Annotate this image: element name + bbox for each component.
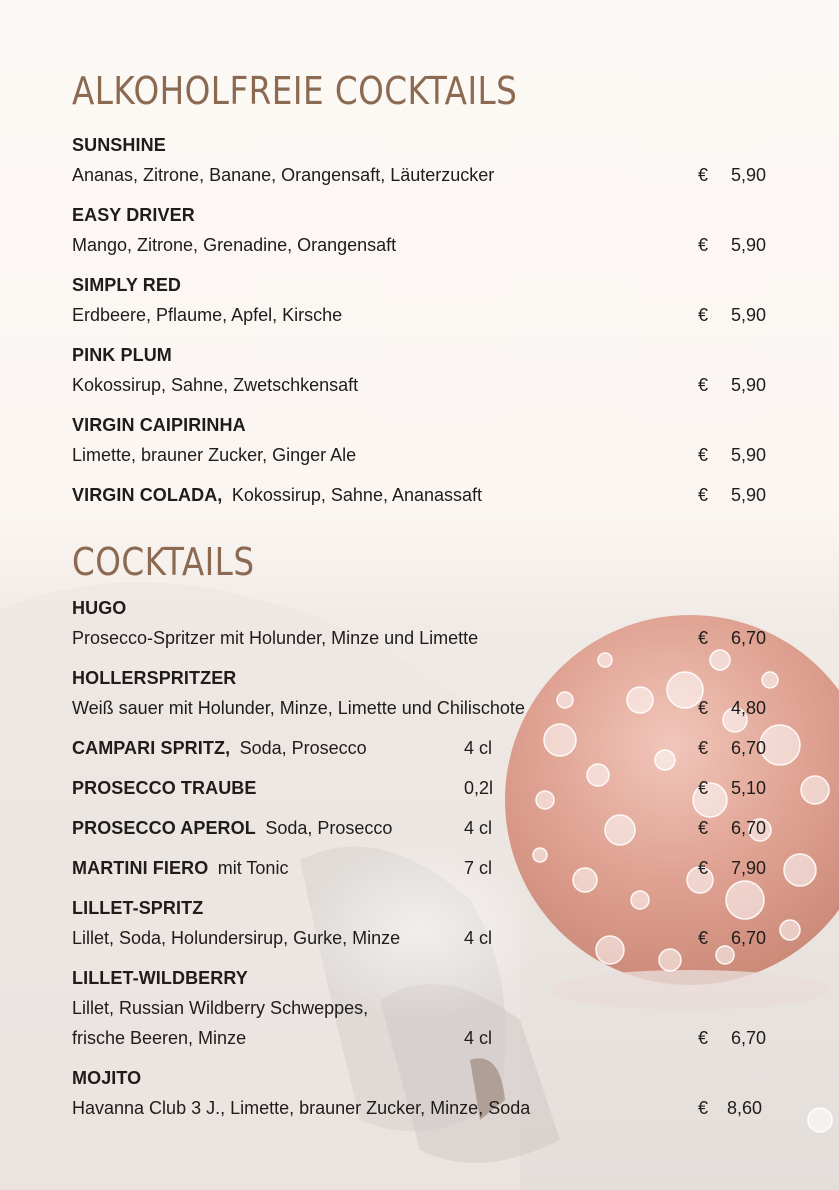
- item-name: VIRGIN CAIPIRINHA: [72, 415, 246, 435]
- item-description: Erdbeere, Pflaume, Apfel, Kirsche: [72, 305, 343, 325]
- item-description: Limette, brauner Zucker, Ginger Ale: [72, 445, 357, 465]
- item-name: LILLET-WILDBERRY: [72, 968, 248, 988]
- item-name: SIMPLY RED: [72, 275, 182, 295]
- menu-item-lillet-spritz: [72, 893, 772, 953]
- currency-symbol: €: [698, 858, 709, 878]
- section-title-alcohol-free: ALKOHOLFREIE COCKTAILS: [72, 69, 518, 113]
- currency-symbol: €: [698, 445, 709, 465]
- item-price: 5,90: [730, 305, 766, 325]
- menu-item-sunshine: [72, 130, 772, 190]
- item-price: 5,90: [730, 485, 766, 505]
- item-name: PROSECCO TRAUBE: [72, 778, 257, 798]
- item-price: 6,70: [730, 1028, 766, 1048]
- currency-symbol: €: [698, 738, 709, 758]
- menu-item-campari-spritz: [72, 733, 772, 763]
- item-name: MARTINI FIERO: [72, 858, 209, 878]
- item-price: 4,80: [730, 698, 766, 718]
- item-price: 6,70: [730, 738, 766, 758]
- menu-item-hugo: [72, 593, 772, 653]
- currency-symbol: €: [698, 628, 709, 648]
- item-description: Ananas, Zitrone, Banane, Orangensaft, Läuterzucker: [72, 165, 495, 185]
- item-price: 6,70: [730, 928, 766, 948]
- menu-item-simply-red: [72, 270, 772, 330]
- menu-item-virgin-caipirinha: [72, 410, 772, 470]
- item-description-continued: frische Beeren, Minze: [72, 1028, 247, 1048]
- item-description: Weiß sauer mit Holunder, Minze, Limette und Chilischote: [72, 698, 525, 718]
- menu-item-martini-fiero: [72, 853, 772, 883]
- currency-symbol: €: [698, 928, 709, 948]
- item-price: 5,10: [730, 778, 766, 798]
- item-price: 8,60: [726, 1098, 762, 1118]
- item-name: HUGO: [72, 598, 127, 618]
- item-name: EASY DRIVER: [72, 205, 195, 225]
- currency-symbol: €: [698, 1098, 709, 1118]
- menu-item-pink-plum: [72, 340, 772, 400]
- item-name: LILLET-SPRITZ: [72, 898, 204, 918]
- currency-symbol: €: [698, 485, 709, 505]
- currency-symbol: €: [698, 235, 709, 255]
- item-description: Prosecco-Spritzer mit Holunder, Minze und Limette: [72, 628, 479, 648]
- item-volume: 4 cl: [464, 818, 493, 838]
- item-name: HOLLERSPRITZER: [72, 668, 237, 688]
- item-name: CAMPARI SPRITZ,: [72, 738, 231, 758]
- item-name: PINK PLUM: [72, 345, 172, 365]
- item-price: 5,90: [730, 165, 766, 185]
- menu-item-hollerspritzer: [72, 663, 772, 723]
- menu-item-easy-driver: [72, 200, 772, 260]
- item-name: SUNSHINE: [72, 135, 166, 155]
- menu-item-lillet-wildberry: [72, 963, 772, 1053]
- currency-symbol: €: [698, 818, 709, 838]
- item-price: 6,70: [730, 628, 766, 648]
- item-description: mit Tonic: [217, 858, 289, 878]
- item-price: 6,70: [730, 818, 766, 838]
- item-price: 5,90: [730, 375, 766, 395]
- item-price: 7,90: [730, 858, 766, 878]
- item-description: Havanna Club 3 J., Limette, brauner Zucker, Minze, Soda: [72, 1098, 531, 1118]
- currency-symbol: €: [698, 375, 709, 395]
- currency-symbol: €: [698, 165, 709, 185]
- menu-item-mojito: [72, 1063, 772, 1123]
- currency-symbol: €: [698, 698, 709, 718]
- item-name: MOJITO: [72, 1068, 142, 1088]
- item-description: Lillet, Russian Wildberry Schweppes,: [72, 998, 369, 1018]
- menu-item-virgin-colada: [72, 480, 772, 510]
- currency-symbol: €: [698, 305, 709, 325]
- item-name: VIRGIN COLADA,: [72, 485, 223, 505]
- item-description: Kokossirup, Sahne, Ananassaft: [231, 485, 483, 505]
- item-description: Lillet, Soda, Holundersirup, Gurke, Minze: [72, 928, 401, 948]
- item-name: PROSECCO APEROL: [72, 818, 256, 838]
- currency-symbol: €: [698, 1028, 709, 1048]
- item-volume: 0,2l: [464, 778, 494, 798]
- menu-item-prosecco-traube: [72, 773, 772, 803]
- currency-symbol: €: [698, 778, 709, 798]
- item-description: Mango, Zitrone, Grenadine, Orangensaft: [72, 235, 397, 255]
- item-volume: 4 cl: [464, 738, 493, 758]
- item-volume: 4 cl: [464, 1028, 493, 1048]
- item-volume: 4 cl: [464, 928, 493, 948]
- section-title-cocktails: COCKTAILS: [72, 540, 255, 584]
- item-description: Soda, Prosecco: [265, 818, 393, 838]
- item-price: 5,90: [730, 445, 766, 465]
- item-description: Kokossirup, Sahne, Zwetschkensaft: [72, 375, 359, 395]
- item-volume: 7 cl: [464, 858, 493, 878]
- item-price: 5,90: [730, 235, 766, 255]
- item-description: Soda, Prosecco: [239, 738, 367, 758]
- menu-item-prosecco-aperol: [72, 813, 772, 843]
